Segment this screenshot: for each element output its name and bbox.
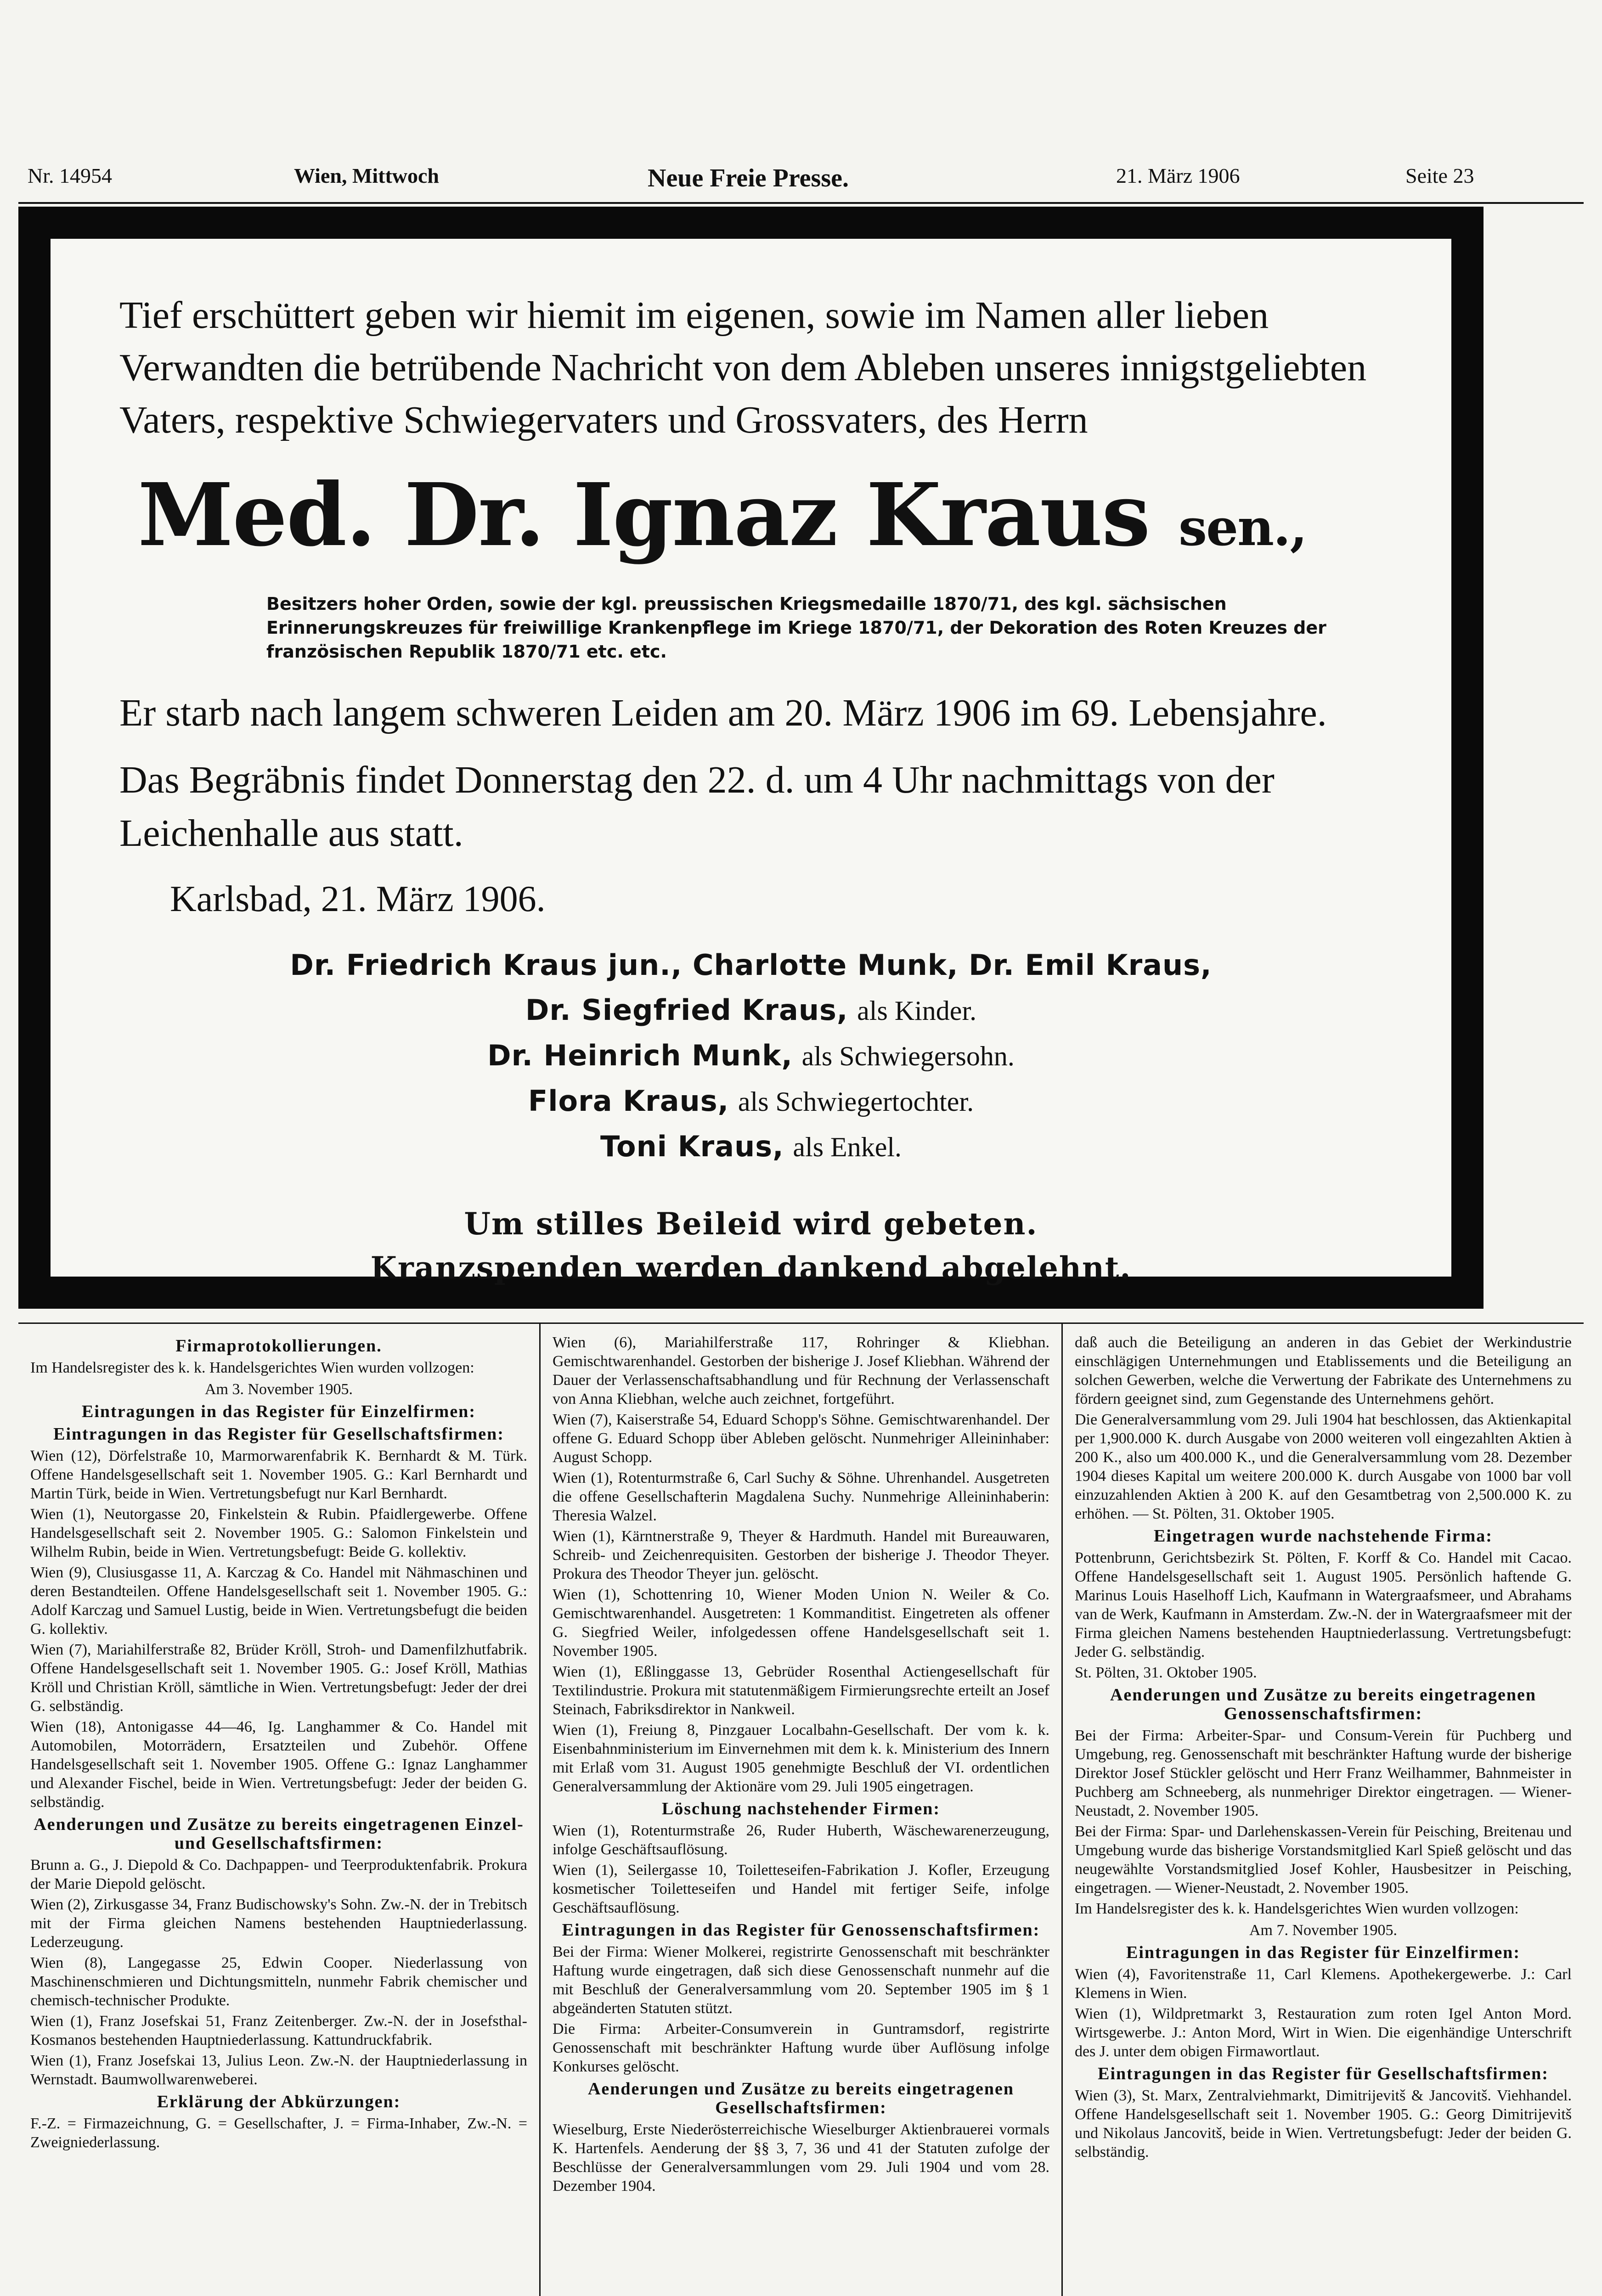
register-entry: Wien (9), Clusiusgasse 11, A. Karczag & Co. Handel mit Nähmaschinen und deren Bestandteilen. Offene Handelsgesellschaft seit 1. November 1905. G.: Adolf Karczag und Samuel Lustig, beide in Wien. Vertretungsbefugt die beiden G. kollektiv. [30, 1564, 527, 1638]
register-entry: Brunn a. G., J. Diepold & Co. Dachpappen- und Teerproduktenfabrik. Prokura der Marie Diepold gelöscht. [30, 1857, 527, 1892]
mourner-line [119, 1033, 1382, 1079]
register-entry: Die Firma: Arbeiter-Consumverein in Guntramsdorf, registrirte Genossenschaft mit beschränkter Haftung wurde über Auflösung infolge Konkurses gelöscht. [553, 2020, 1049, 2075]
section-heading: Eintragungen in das Register für Gesellschaftsfirmen: [1098, 2064, 1549, 2083]
section-heading: Aenderungen und Zusätze zu bereits eingetragenen Gesellschaftsfirmen: [587, 2079, 1015, 2117]
register-columns [18, 1322, 1584, 2296]
section-heading: Eingetragen wurde nachstehende Firma: [1154, 1526, 1493, 1546]
register-entry: St. Pölten, 31. Oktober 1905. [1075, 1664, 1257, 1681]
register-entry: Im Handelsregister des k. k. Handelsgerichtes Wien wurden vollzogen: [30, 1359, 474, 1376]
register-entry: Pottenbrunn, Gerichtsbezirk St. Pölten, F. Korff & Co. Handel mit Cacao. Offene Handelsgesellschaft seit 1. August 1905. Persönlich haftende G. Marinus Louis Haselhoff Lich, Kaufmann in Watergraafsmeer, und Abrahams van de Werk, Kaufmann in Amsterdam. Zw.-N. der in Watergraafsmeer mit der Firma gleichen Namens bestehenden Hauptniederlassung. Vertretungsbefugt: Jeder G. selbständig. [1075, 1549, 1572, 1660]
register-entry: Im Handelsregister des k. k. Handelsgerichtes Wien wurden vollzogen: [1075, 1900, 1519, 1917]
newspaper-title: Neue Freie Presse. [648, 164, 849, 192]
page-number: Seite 23 [1405, 164, 1474, 187]
mourner-line [119, 943, 1382, 988]
register-entry: Wien (1), Eßlinggasse 13, Gebrüder Rosenthal Actiengesellschaft für Textilindustrie. Prokura mit statutenmäßigem Firmierungsrechte erteilt an Josef Steinach, Fabriksdirektor in Nankweil. [553, 1663, 1049, 1718]
register-entry: Wien (1), Rotenturmstraße 26, Ruder Huberth, Wäschewarenerzeugung, infolge Geschäftsauflösung. [553, 1822, 1049, 1858]
mourner-names: Flora Kraus, [528, 1084, 729, 1118]
register-entry: Bei der Firma: Spar- und Darlehenskassen-Verein für Peisching, Breitenau und Umgebung wurde das bisherige Vorstandsmitglied Karl Spieß gelöscht und das neugewählte Vorstandsmitglied Josef Kohler, Hausbesitzer in Peisching, eingetragen. — Wiener-Neustadt, 2. November 1905. [1075, 1823, 1572, 1896]
register-entry: Wien (2), Zirkusgasse 34, Franz Budischowsky's Sohn. Zw.-N. der in Trebitsch mit der Firma gleichen Namens bestehenden Hauptniederlassung. Lederzeugung. [30, 1896, 527, 1951]
register-entry: Wien (1), Franz Josefskai 51, Franz Zeitenberger. Zw.-N. der in Josefsthal-Kosmanos bestehenden Hauptniederlassung. Kattundruckfabrik. [30, 2013, 527, 2048]
section-heading: Aenderungen und Zusätze zu bereits eingetragenen Einzel- und Gesellschaftsfirmen: [34, 1815, 524, 1853]
obituary-notice [51, 239, 1451, 1286]
section-heading: Erklärung der Abkürzungen: [157, 2092, 401, 2111]
register-entry: Am 3. November 1905. [204, 1381, 353, 1398]
mourner-relation: als Schwiegersohn. [801, 1041, 1015, 1071]
deceased-name [119, 465, 1382, 578]
mourner-names: Dr. Friedrich Kraus jun., Charlotte Munk, Dr. Emil Kraus, [290, 948, 1212, 982]
issue-date: 21. März 1906 [1116, 164, 1240, 187]
register-entry: Wien (1), Freiung 8, Pinzgauer Localbahn-Gesellschaft. Der vom k. k. Eisenbahnministerium im Einvernehmen mit dem k. k. Ministerium des Innern mit Erlaß vom 31. August 1905 genehmigte Beschluß der VI. ordentlichen Generalversammlung der Aktionäre vom 29. Juli 1905 eingetragen. [553, 1722, 1049, 1795]
mourner-line [119, 1079, 1382, 1124]
column-right [1061, 1324, 1584, 2296]
mourner-names: Toni Kraus, [600, 1130, 784, 1163]
register-entry: Wien (7), Mariahilferstraße 82, Brüder Kröll, Stroh- und Damenfilzhutfabrik. Offene Handelsgesellschaft seit 1. November 1905. G.: Josef Kröll, Mathias Kröll und Christian Kröll, sämtliche in Wien. Vertretungsbefugt: Jeder der drei G. selbständig. [30, 1641, 527, 1715]
register-entry: Wien (1), Wildpretmarkt 3, Restauration zum roten Igel Anton Mord. Wirtsgewerbe. J.: Anton Mord, Wirt in Wien. Die eigenhändige Unterschrift des J. unter dem obigen Firmawortlaut. [1075, 2005, 1572, 2060]
mourner-names: Dr. Heinrich Munk, [487, 1039, 793, 1072]
register-entry: Wien (1), Kärntnerstraße 9, Theyer & Hardmuth. Handel mit Bureauwaren, Schreib- und Zeichenrequisiten. Gestorben der bisherige J. Theodor Theyer. Prokura des Theodor Theyer jun. gelöscht. [553, 1528, 1049, 1582]
wreath-request: Kranzspenden werden dankend abgelehnt. [370, 1250, 1132, 1286]
mourner-relation: als Enkel. [793, 1132, 902, 1162]
register-entry: Wien (3), St. Marx, Zentralviehmarkt, Dimitrijevitš & Jancovitš. Viehhandel. Offene Handelsgesellschaft seit 1. November 1905. G.: Georg Dimitrijevitš und Nikolaus Jancovitš, beide in Wien. Vertretungsbefugt: Jeder der beiden G. selbständig. [1075, 2087, 1572, 2161]
register-entry: Wien (4), Favoritenstraße 11, Carl Klemens. Apothekergewerbe. J.: Carl Klemens in Wien. [1075, 1966, 1572, 2002]
death-statement: Er starb nach langem schweren Leiden am 20. März 1906 im 69. Lebensjahre. [119, 692, 1327, 734]
register-entry: Wien (12), Dörfelstraße 10, Marmorwarenfabrik K. Bernhardt & M. Türk. Offene Handelsgesellschaft seit 1. November 1905. G.: Karl Bernhardt und Martin Türk, beide in Wien. Vertretungsbefugt nur Karl Bernhardt. [30, 1447, 527, 1502]
register-entry: Wien (1), Schottenring 10, Wiener Moden Union N. Weiler & Co. Gemischtwarenhandel. Ausgetreten: 1 Kommanditist. Eingetreten als offener G. Siegfried Weiler, infolgedessen offene Handelsgesellschaft seit 1. November 1905. [553, 1586, 1049, 1660]
place-weekday: Wien, Mittwoch [294, 164, 440, 187]
column-middle [539, 1324, 1061, 2296]
register-entry: Die Generalversammlung vom 29. Juli 1904 hat beschlossen, das Aktienkapital per 1,900.000 K. durch Ausgabe von 2000 weiteren voll eingezahlten Aktien à 200 K., also um 400.000 K., und die Generalversammlung vom 28. Dezember 1904 dieses Kapital um weitere 200.000 K. durch Ausgabe von 1000 bar voll einzuzahlenden Aktien à 200 K. auf den Gesamtbetrag von 2,500.000 K. zu erhöhen. — St. Pölten, 31. Oktober 1905. [1075, 1411, 1572, 1522]
register-entry: Wien (8), Langegasse 25, Edwin Cooper. Niederlassung von Maschinenschmieren und Dichtungsmitteln, nunmehr Fabrik chemischer und chemisch-technischer Produkte. [30, 1954, 527, 2009]
mourner-line [119, 1124, 1382, 1170]
register-entry: F.-Z. = Firmazeichnung, G. = Gesellschafter, J. = Firma-Inhaber, Zw.-N. = Zweigniederlassung. [30, 2115, 527, 2151]
section-heading: Eintragungen in das Register für Einzelfirmen: [82, 1402, 476, 1421]
mourner-relation: als Schwiegertochter. [738, 1086, 974, 1117]
register-entry: Wien (1), Seilergasse 10, Toiletteseifen-Fabrikation J. Kofler, Erzeugung kosmetischer Toiletteseifen und Handel mit fertiger Seife, infolge Geschäftsauflösung. [553, 1862, 1049, 1916]
condolence-request: Um stilles Beileid wird gebeten. [464, 1206, 1038, 1242]
section-heading: Firmaprotokollierungen. [175, 1336, 382, 1356]
mourner-names: Dr. Siegfried Kraus, [525, 993, 848, 1027]
register-entry: Wien (1), Franz Josefskai 13, Julius Leon. Zw.-N. der Hauptniederlassung in Wernstadt. Baumwollwarenweberei. [30, 2052, 527, 2088]
register-entry: Am 7. November 1905. [1249, 1922, 1397, 1939]
place-date: Karlsbad, 21. März 1906. [170, 879, 546, 919]
section-heading: Löschung nachstehender Firmen: [661, 1799, 941, 1818]
register-entry: Wien (6), Mariahilferstraße 117, Rohringer & Kliebhan. Gemischtwarenhandel. Gestorben der bisherige J. Josef Kliebhan. Während der Dauer der Verlassenschaftsabhandlung und für Rechnung der Verlassenschaft von Anna Kliebhan, welche auch zeichnet, fortgeführt. [553, 1334, 1049, 1407]
mourner-relation: als Kinder. [857, 996, 977, 1026]
funeral-statement: Das Begräbnis findet Donnerstag den 22. d. um 4 Uhr nachmittags von der Leichenhalle aus statt. [119, 759, 1275, 855]
honors-text: Besitzers hoher Orden, sowie der kgl. preussischen Kriegsmedaille 1870/71, des kgl. sächsischen Erinnerungskreuzes für freiwillige Krankenpflege im Kriege 1870/71, der Dekoration des Roten Kreuzes der französischen Republik 1870/71 etc. etc. [266, 594, 1326, 662]
deceased-name-suffix: sen., [1179, 498, 1307, 557]
register-entry: Bei der Firma: Arbeiter-Spar- und Consum-Verein für Puchberg und Umgebung, reg. Genossenschaft mit beschränkter Haftung wurde der bisherige Direktor Josef Stückler gelöscht und Herr Franz Weilhammer, Bahnmeister in Puchberg am Schneeberg, als nunmehriger Direktor eingetragen. — Wiener-Neustadt, 2. November 1905. [1075, 1727, 1572, 1819]
issue-number: Nr. 14954 [28, 164, 112, 187]
section-heading: Eintragungen in das Register für Gesellschaftsfirmen: [53, 1424, 504, 1444]
obituary-frame [18, 207, 1484, 1309]
section-heading: Aenderungen und Zusätze zu bereits eingetragenen Genossenschaftsfirmen: [1110, 1685, 1537, 1723]
register-entry: Wien (7), Kaiserstraße 54, Eduard Schopp's Söhne. Gemischtwarenhandel. Der offene G. Eduard Schopp über Ableben gelöscht. Nunmehriger Alleininhaber: August Schopp. [553, 1411, 1049, 1466]
register-entry: Wieselburg, Erste Niederösterreichische Wieselburger Aktienbrauerei vormals K. Hartenfels. Aenderung der §§ 3, 7, 36 und 41 der Statuten zufolge der Beschlüsse der Generalversammlungen vom 29. Juli 1904 und vom 28. Dezember 1904. [553, 2121, 1049, 2195]
mourners-list [119, 943, 1382, 1170]
mourner-line [119, 988, 1382, 1033]
section-heading: Eintragungen in das Register für Einzelfirmen: [1126, 1943, 1520, 1962]
obituary-intro: Tief erschüttert geben wir hiemit im eigenen, sowie im Namen aller lieben Verwandten die betrübende Nachricht von dem Ableben unseres innigstgeliebten Vaters, respektive Schwiegervaters und Grossvaters, des Herrn [119, 294, 1367, 441]
section-heading: Eintragungen in das Register für Genossenschaftsfirmen: [562, 1920, 1040, 1940]
register-entry: Wien (18), Antonigasse 44—46, Ig. Langhammer & Co. Handel mit Automobilen, Motorrädern, Ersatzteilen und Zubehör. Offene Handelsgesellschaft seit 1. November 1905. Offene G.: Ignaz Langhammer und Alexander Fischel, beide in Wien. Vertretungsbefugt: Jeder der beiden G. selbständig. [30, 1718, 527, 1811]
register-entry: daß auch die Beteiligung an anderen in das Gebiet der Werkindustrie einschlägigen Unternehmungen und Etablissements und die Beteiligung an solchen Gewerben, welche die Verwertung der Fabrikate des Unternehmens zu fördern geeignet sind, zum Gegenstande des Unternehmens gehört. [1075, 1334, 1572, 1407]
register-entry: Wien (1), Neutorgasse 20, Finkelstein & Rubin. Pfaidlergewerbe. Offene Handelsgesellschaft seit 2. November 1905. G.: Salomon Finkelstein und Wilhelm Rubin, beide in Wien. Vertretungsbefugt: Beide G. kollektiv. [30, 1506, 527, 1560]
register-entry: Wien (1), Rotenturmstraße 6, Carl Suchy & Söhne. Uhrenhandel. Ausgetreten die offene Gesellschafterin Magdalena Suchy. Nunmehrige Alleininhaberin: Theresia Walzel. [553, 1469, 1049, 1524]
deceased-name-text: Med. Dr. Ignaz Kraus [138, 464, 1150, 566]
register-entry: Bei der Firma: Wiener Molkerei, registrirte Genossenschaft mit beschränkter Haftung wurde eingetragen, daß sich diese Genossenschaft nunmehr auf die mit Beschluß der Generalversammlung vom 20. September 1905 im § 1 abgeänderten Statuten stützt. [553, 1943, 1049, 2017]
masthead [18, 152, 1584, 204]
column-left [18, 1324, 539, 2296]
